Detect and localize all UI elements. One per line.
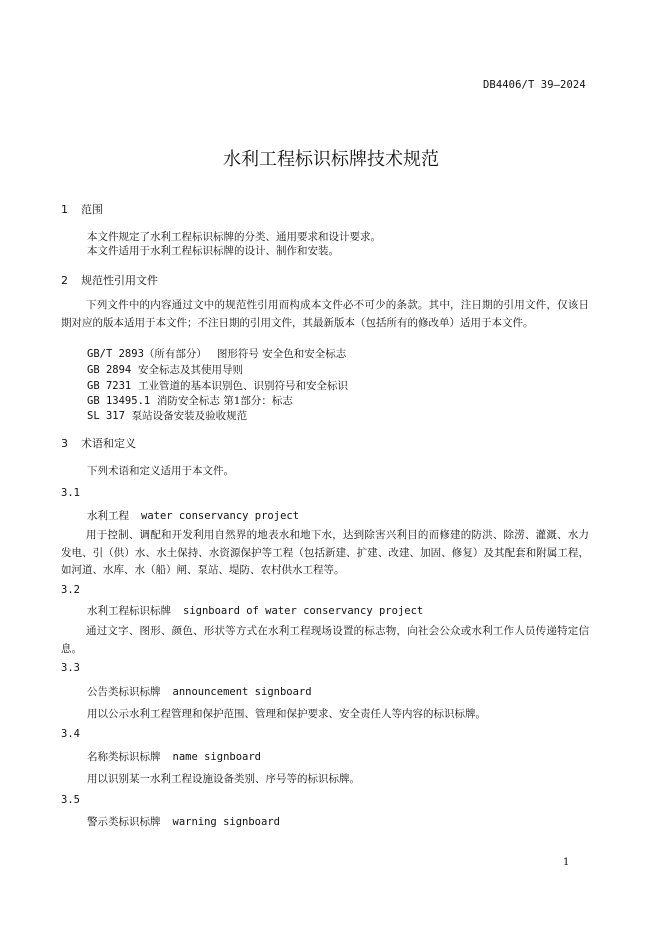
section-title: 规范性引用文件 — [81, 274, 158, 287]
section-2-intro — [61, 297, 589, 332]
term-cn: 公告类标识标牌 — [87, 686, 161, 698]
paragraph: 下列文件中的内容通过文中的规范性引用而构成本文件必不可少的条款。其中，注日期的引用文件，仅该日期对应的版本适用于本文件；不注日期的引用文件，其最新版本（包括所有的修改单）适用于本文件。 — [61, 299, 589, 329]
reference-title: 泵站设备安装及验收规范 — [131, 410, 248, 422]
reference-code: GB 2894 — [87, 364, 132, 376]
reference-item — [87, 393, 293, 408]
term-cn: 水利工程 — [87, 510, 129, 522]
term-number: 3.2 — [61, 584, 80, 596]
standard-number: DB4406/T 39—2024 — [483, 79, 586, 91]
term-definition — [61, 527, 589, 580]
term-cn: 水利工程标识标牌 — [87, 605, 171, 617]
term-heading — [87, 684, 312, 699]
term-number: 3.5 — [61, 794, 80, 806]
term-heading — [87, 814, 280, 829]
reference-item — [87, 408, 247, 423]
term-cn: 名称类标识标牌 — [87, 751, 161, 763]
reference-title: 消防安全标志 第1部分：标志 — [156, 395, 293, 407]
reference-title: 安全标志及其使用导则 — [137, 364, 243, 376]
reference-code: GB 13495.1 — [87, 395, 151, 407]
term-heading — [87, 603, 423, 618]
term-definition — [61, 623, 589, 658]
term-number: 3.3 — [61, 662, 80, 674]
reference-code: GB 7231 — [87, 380, 132, 392]
page-number: 1 — [563, 857, 570, 868]
term-en: name signboard — [172, 751, 262, 763]
section-3-heading — [61, 435, 136, 451]
term-number: 3.1 — [61, 487, 80, 499]
document-title: 水利工程标识标牌技术规范 — [223, 149, 439, 170]
term-en: announcement signboard — [172, 686, 312, 698]
reference-item — [87, 378, 348, 393]
section-title: 术语和定义 — [81, 437, 136, 450]
section-2-heading — [61, 272, 158, 288]
paragraph: 本文件规定了水利工程标识标牌的分类、通用要求和设计要求。 — [87, 231, 381, 243]
section-number: 2 — [61, 274, 68, 287]
reference-code: GB/T 2893（所有部分） — [87, 348, 207, 360]
section-1-heading — [61, 201, 103, 217]
term-definition: 用以公示水利工程管理和保护范围、管理和保护要求、安全责任人等内容的标识标牌。 — [87, 708, 486, 720]
term-en: warning signboard — [172, 816, 280, 828]
term-en: signboard of water conservancy project — [183, 605, 424, 617]
section-title: 范围 — [81, 203, 103, 216]
paragraph: 本文件适用于水利工程标识标牌的设计、制作和安装。 — [87, 245, 339, 257]
paragraph: 用于控制、调配和开发利用自然界的地表水和地下水，达到除害兴利目的而修建的防洪、除涝、灌溉、水力发电、引（供）水、水土保持、水资源保护等工程（包括新建、扩建、改建、加固、修复）及其配套和附属工程，如河道、水库、水（船）闸、泵站、堤防、农村供水工程等。 — [61, 529, 589, 576]
reference-title: 工业管道的基本识别色、识别符号和安全标识 — [137, 380, 348, 392]
reference-item — [87, 346, 346, 361]
term-en: water conservancy project — [141, 510, 300, 522]
term-definition: 用以识别某一水利工程设施设备类别、序号等的标识标牌。 — [87, 773, 360, 785]
term-number: 3.4 — [61, 728, 80, 740]
paragraph: 通过文字、图形、颜色、形状等方式在水利工程现场设置的标志物，向社会公众或水利工作人员传递特定信息。 — [61, 625, 589, 655]
section-number: 3 — [61, 437, 68, 450]
paragraph: 下列术语和定义适用于本文件。 — [87, 465, 234, 477]
reference-code: SL 317 — [87, 410, 125, 422]
term-cn: 警示类标识标牌 — [87, 816, 161, 828]
reference-item — [87, 362, 243, 377]
term-heading — [87, 749, 261, 764]
reference-title: 图形符号 安全色和安全标志 — [216, 348, 347, 360]
section-number: 1 — [61, 203, 68, 216]
term-heading — [87, 508, 299, 523]
